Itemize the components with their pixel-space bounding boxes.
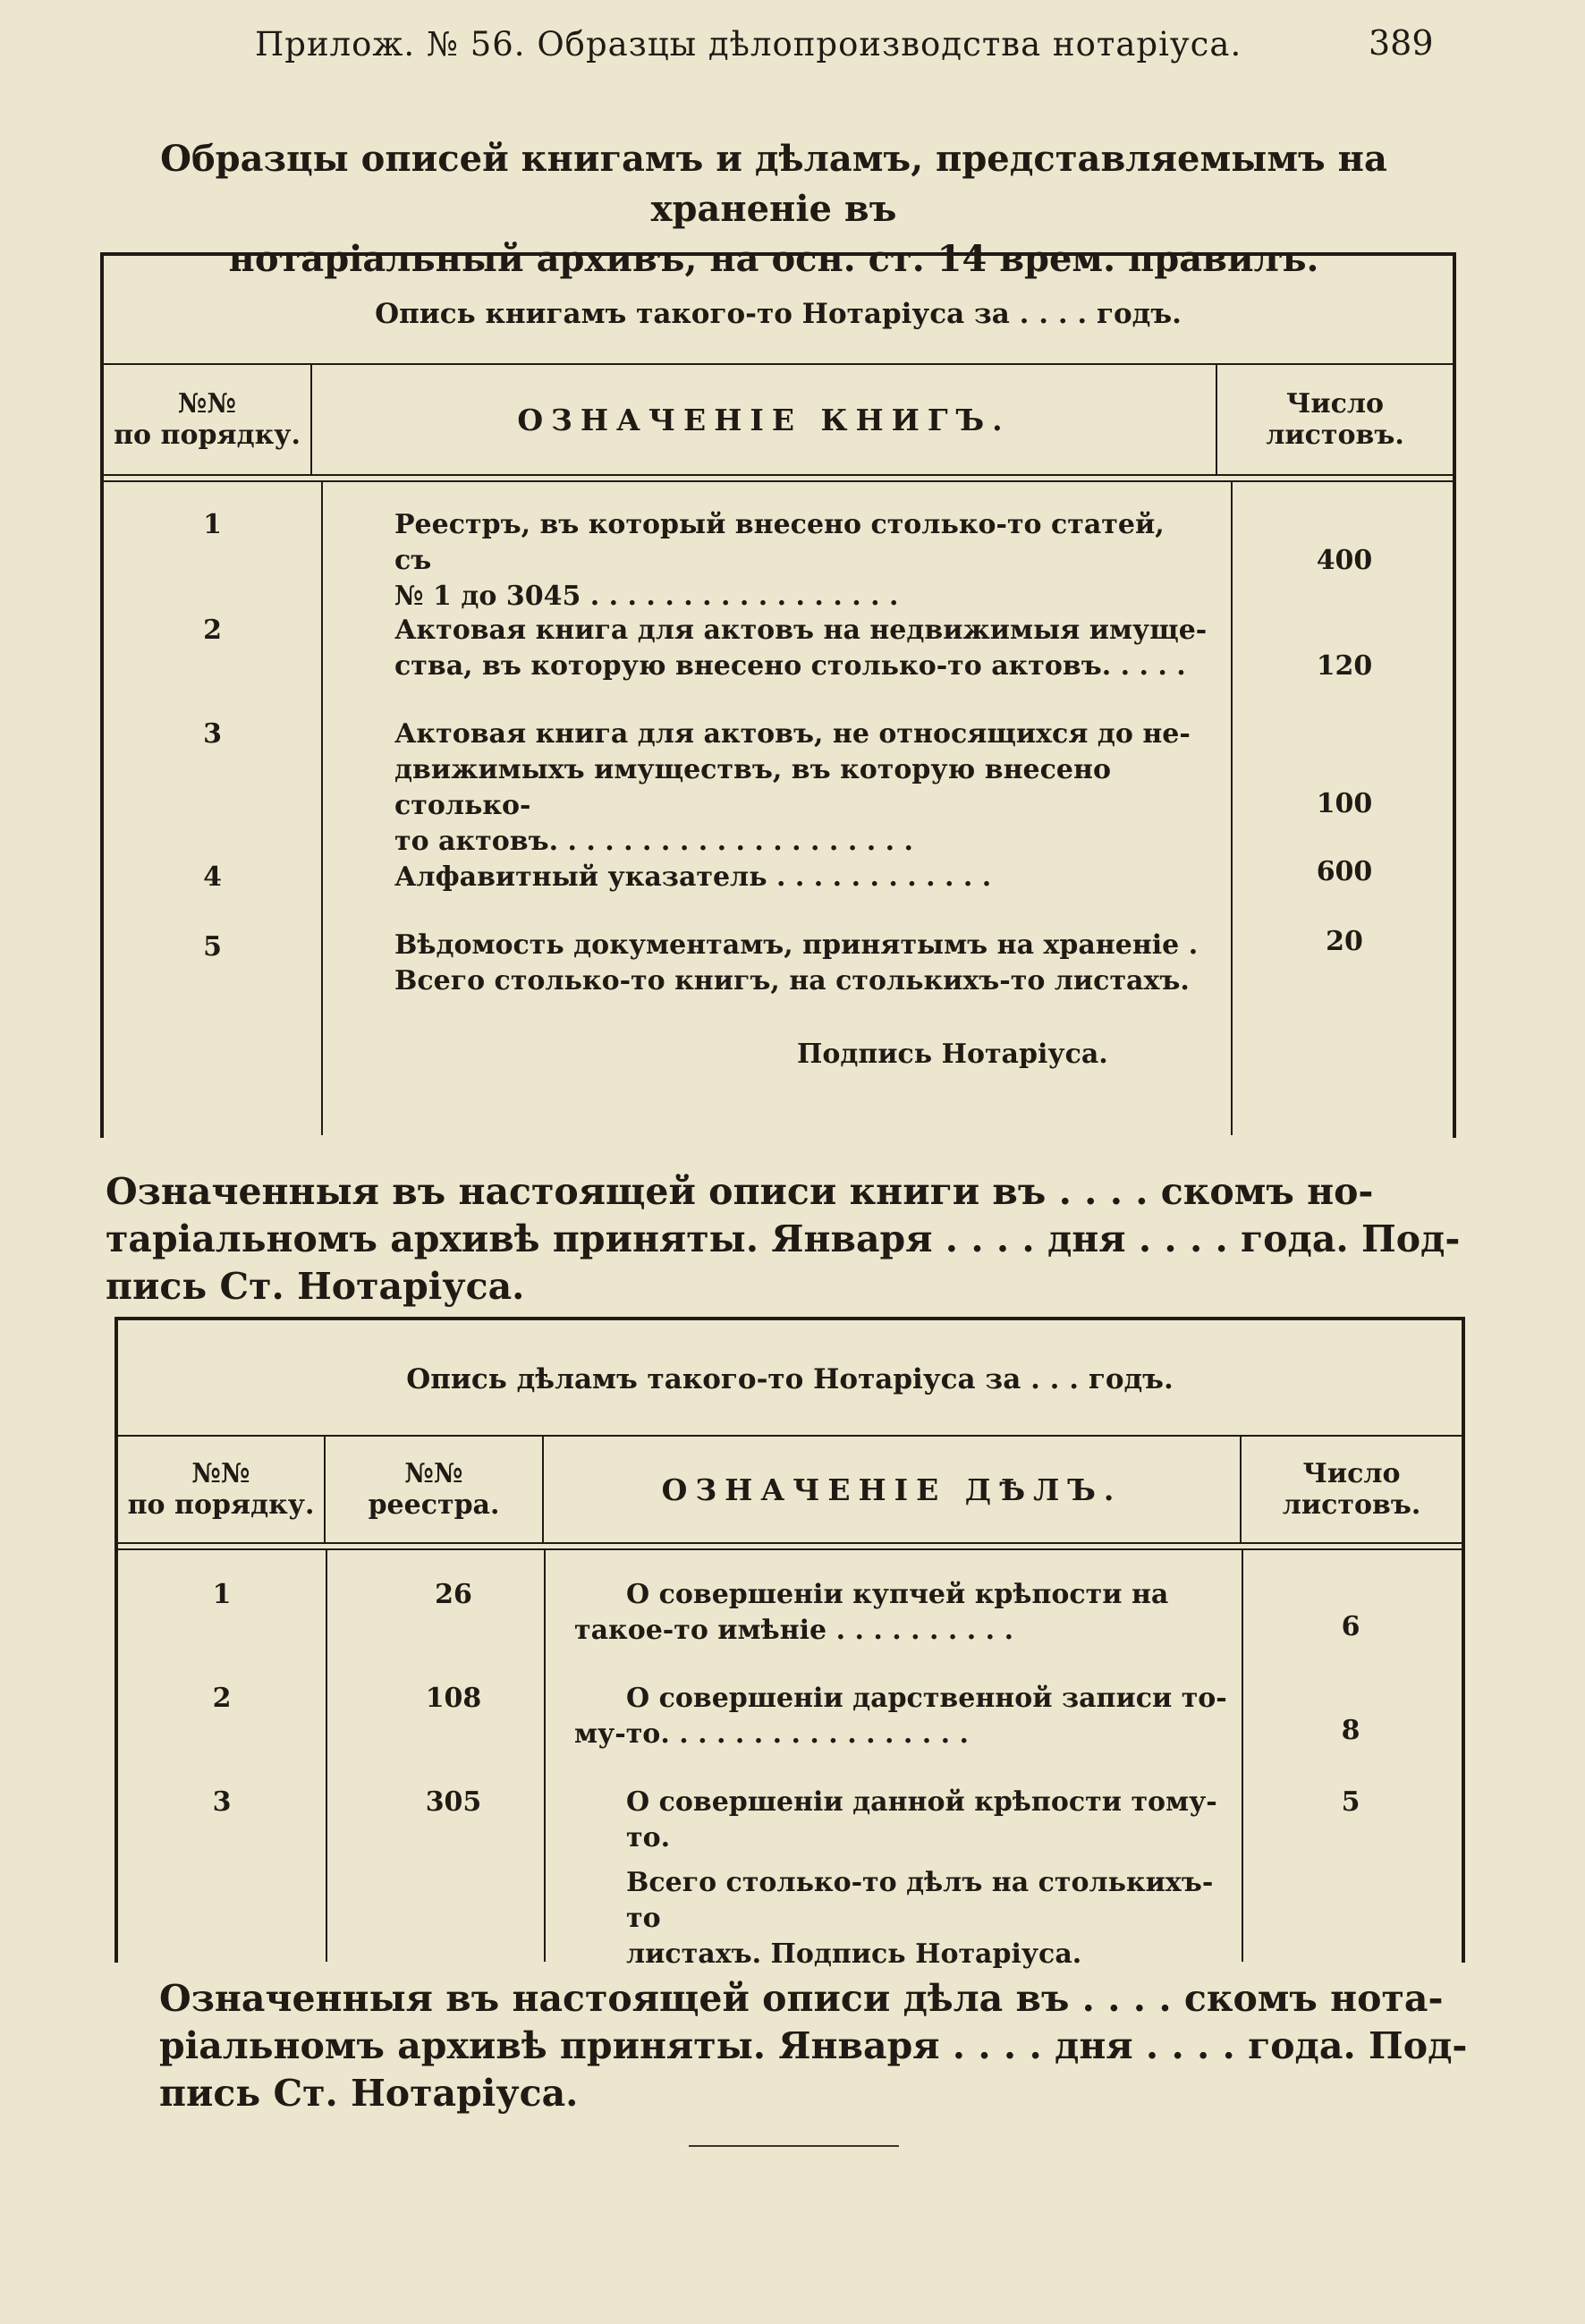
cases-note-line3: пись Ст. Нотаріуса. bbox=[159, 2072, 579, 2115]
cases-total-line2: листахъ. Подпись Нотаріуса. bbox=[626, 1938, 1082, 1970]
book-row-1-line2: № 1 до 3045 . . . . . . . . . . . . . . . . . bbox=[394, 581, 899, 612]
header2-registry bbox=[326, 1437, 544, 1542]
cases-inventory-table bbox=[114, 1317, 1465, 1970]
book-row-4-number: 4 bbox=[203, 861, 222, 893]
books-acceptance-note bbox=[106, 1168, 1465, 1310]
books-table-header bbox=[104, 365, 1453, 474]
book-row-4-line1: Алфавитный указатель . . . . . . . . . . . . bbox=[394, 861, 992, 893]
case-row-2-sheets: 8 bbox=[1341, 1715, 1360, 1746]
books-inventory-table bbox=[100, 252, 1456, 1138]
header-sheets-line1: Число bbox=[1285, 388, 1385, 420]
header-sheets-line2: листовъ. bbox=[1266, 420, 1404, 451]
book-row-3-sheets: 100 bbox=[1316, 788, 1373, 819]
book-row-2-number: 2 bbox=[203, 615, 222, 646]
header2-registry-line2: реестра. bbox=[368, 1489, 500, 1521]
case-row-2-line2: му-то. . . . . . . . . . . . . . . . . bbox=[574, 1718, 969, 1750]
cases-table-header bbox=[118, 1437, 1462, 1542]
case-row-3-number: 3 bbox=[212, 1786, 232, 1818]
book-row-3-line3: то актовъ. . . . . . . . . . . . . . . . . . . . bbox=[394, 826, 913, 857]
header2-sheets-line1: Число bbox=[1302, 1458, 1401, 1489]
book-row-1-line1: Реестръ, въ который внесено столько-то статей, съ bbox=[394, 509, 1165, 576]
books-table-body bbox=[104, 482, 1453, 1135]
header2-registry-line1: №№ bbox=[404, 1458, 463, 1489]
case-row-1-line2: такое-то имѣніе . . . . . . . . . . bbox=[574, 1615, 1014, 1646]
book-row-3-line1: Актовая книга для актовъ, не относящихся до не- bbox=[394, 718, 1191, 750]
book-row-2-line2: ства, въ которую внесено столько-то актовъ. . . . . bbox=[394, 650, 1186, 682]
book-row-1-number: 1 bbox=[203, 509, 222, 540]
case-row-1-line1: О совершеніи купчей крѣпости на bbox=[626, 1579, 1169, 1610]
header-order-line1: №№ bbox=[177, 388, 237, 420]
header2-sheets bbox=[1242, 1437, 1462, 1542]
case-row-3-line1: О совершеніи данной крѣпости тому-то. bbox=[626, 1786, 1217, 1853]
book-row-5-sheets: 20 bbox=[1326, 926, 1363, 957]
case-row-1-number: 1 bbox=[212, 1579, 232, 1610]
header-designation: ОЗНАЧЕНІЕ КНИГЪ. bbox=[312, 365, 1217, 474]
book-row-2-line1: Актовая книга для актовъ на недвижимыя имуще- bbox=[394, 615, 1208, 646]
book-row-1-sheets: 400 bbox=[1316, 545, 1373, 576]
page-number: 389 bbox=[1369, 23, 1434, 63]
case-row-2-text bbox=[574, 1681, 1227, 1752]
book-row-4-sheets: 600 bbox=[1316, 856, 1373, 887]
title-line-2: нотаріальный архивъ, на осн. ст. 14 врем. правилъ. bbox=[228, 238, 1319, 280]
book-row-2-sheets: 120 bbox=[1316, 650, 1373, 682]
col2-divider-2 bbox=[544, 1550, 546, 1962]
running-head: Прилож. № 56. Образцы дѣлопроизводства нотаріуса. bbox=[255, 25, 1242, 64]
cases-table-body bbox=[118, 1550, 1462, 1970]
header2-designation: ОЗНАЧЕНІЕ ДѢЛЪ. bbox=[544, 1437, 1242, 1542]
title-line-1: Образцы описей книгамъ и дѣламъ, представляемымъ на храненіе въ bbox=[160, 138, 1387, 230]
book-row-5-text bbox=[394, 928, 1208, 999]
cases-table-caption: Опись дѣламъ такого-то Нотаріуса за . . . годъ. bbox=[406, 1363, 1174, 1395]
book-row-2-text bbox=[394, 613, 1208, 684]
header2-order-line2: по порядку. bbox=[127, 1489, 315, 1521]
case-row-1-sheets: 6 bbox=[1341, 1611, 1360, 1642]
book-row-3-text bbox=[394, 717, 1208, 860]
col-divider-1 bbox=[321, 482, 323, 1135]
case-row-3-registry: 305 bbox=[425, 1786, 482, 1818]
end-rule bbox=[689, 2145, 899, 2147]
books-note-line2: таріальномъ архивѣ приняты. Января . . . . дня . . . . года. Под- bbox=[106, 1217, 1461, 1260]
cases-note-line2: ріальномъ архивѣ приняты. Января . . . . дня . . . . года. Под- bbox=[159, 2024, 1468, 2067]
books-note-line1: Означенныя въ настоящей описи книги въ . . . . скомъ но- bbox=[106, 1170, 1374, 1213]
cases-acceptance-note bbox=[159, 1975, 1483, 2117]
case-row-2-number: 2 bbox=[212, 1683, 232, 1714]
book-row-5-line2: Всего столько-то книгъ, на столькихъ-то листахъ. bbox=[394, 965, 1190, 997]
books-note-line3: пись Ст. Нотаріуса. bbox=[106, 1265, 525, 1308]
header-double-rule bbox=[104, 474, 1453, 482]
header-order bbox=[104, 365, 312, 474]
cases-total-and-signature bbox=[626, 1865, 1243, 1972]
header2-order-line1: №№ bbox=[191, 1458, 250, 1489]
book-row-1-text bbox=[394, 507, 1208, 615]
book-row-5-line1: Вѣдомость документамъ, принятымъ на храненіе . bbox=[394, 929, 1199, 961]
case-row-1-text bbox=[574, 1577, 1227, 1649]
case-row-1-registry: 26 bbox=[435, 1579, 472, 1610]
books-table-caption: Опись книгамъ такого-то Нотаріуса за . . . . годъ. bbox=[375, 298, 1182, 330]
case-row-2-registry: 108 bbox=[425, 1683, 482, 1714]
books-signature: Подпись Нотаріуса. bbox=[797, 1039, 1108, 1070]
book-row-3-line2: движимыхъ имуществъ, въ которую внесено столько- bbox=[394, 754, 1111, 821]
header2-sheets-line2: листовъ. bbox=[1282, 1489, 1421, 1521]
cases-note-line1: Означенныя въ настоящей описи дѣла въ . . . . скомъ нота- bbox=[159, 1977, 1444, 2020]
cases-total-line1: Всего столько-то дѣлъ на столькихъ-то bbox=[626, 1867, 1214, 1934]
book-row-4-text bbox=[394, 860, 1208, 895]
case-row-2-line1: О совершеніи дарственной записи то- bbox=[626, 1683, 1227, 1714]
book-row-5-number: 5 bbox=[203, 931, 222, 963]
case-row-3-sheets: 5 bbox=[1341, 1786, 1360, 1818]
case-row-3-text bbox=[574, 1785, 1236, 1856]
header-order-line2: по порядку. bbox=[114, 420, 301, 451]
book-row-3-number: 3 bbox=[203, 718, 222, 750]
col2-divider-1 bbox=[326, 1550, 327, 1962]
header-sheets bbox=[1217, 365, 1453, 474]
header2-double-rule bbox=[118, 1542, 1462, 1550]
header2-order bbox=[118, 1437, 326, 1542]
